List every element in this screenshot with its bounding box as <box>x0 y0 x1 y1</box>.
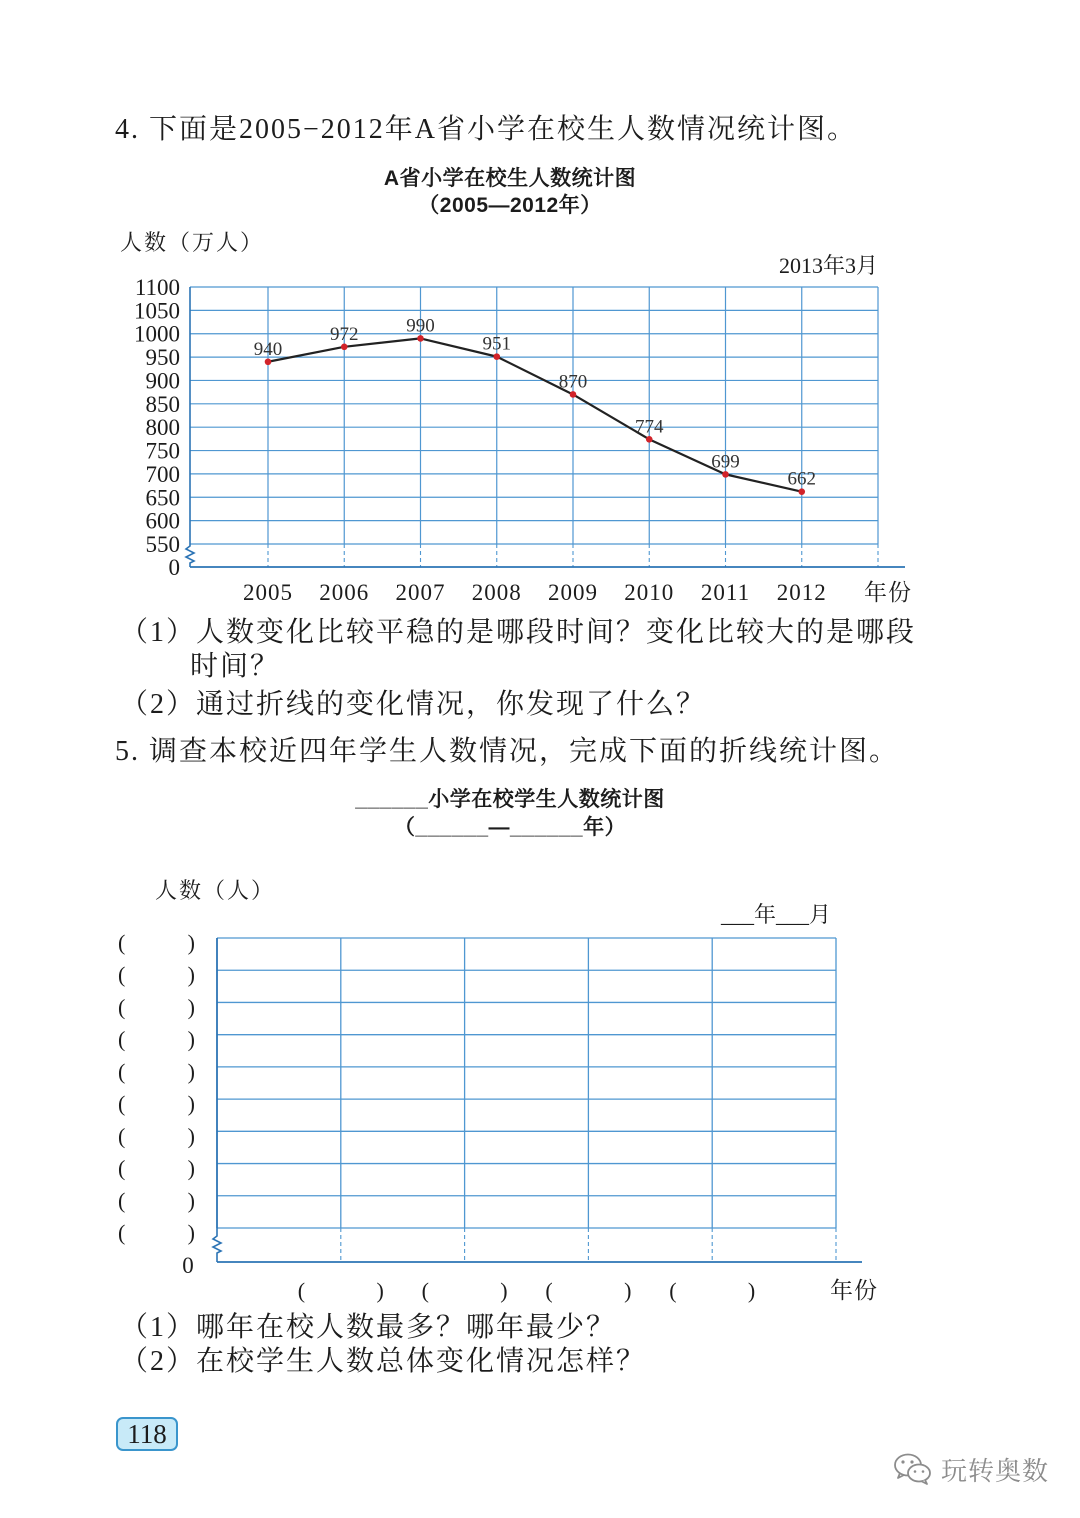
x-tick-blank: ( ) <box>669 1278 756 1303</box>
chart-date-note: 2013年3月 <box>778 253 878 278</box>
data-label: 951 <box>482 333 511 355</box>
x-tick-label: 2007 <box>395 580 446 605</box>
data-label: 972 <box>330 323 359 345</box>
y-tick-label: 900 <box>145 368 180 394</box>
y-axis-label: 人数（万人） <box>120 230 265 255</box>
y-tick-blank: ( ) <box>118 994 195 1020</box>
y-tick-label: 700 <box>145 461 180 487</box>
y-tick-label: 1050 <box>134 298 180 324</box>
y-tick-label: 600 <box>145 508 180 534</box>
chart-marks <box>118 930 862 1303</box>
chart-marks <box>134 275 905 605</box>
chart-title: A省小学在校生人数统计图 <box>383 167 637 190</box>
x-tick-label: 2006 <box>319 580 370 605</box>
line-chart-a-province-students <box>100 160 940 620</box>
y-tick-blank: ( ) <box>118 962 195 988</box>
x-tick-blank: ( ) <box>297 1278 384 1303</box>
x-axis-label: 年份 <box>864 580 912 605</box>
x-tick-label: 2005 <box>243 580 293 605</box>
x-tick-label: 2009 <box>548 580 598 605</box>
y-tick-label: 650 <box>145 485 180 511</box>
y-tick-blank: ( ) <box>118 1220 195 1245</box>
y-axis-label: 人数（人） <box>155 878 276 903</box>
y-tick-blank: ( ) <box>118 1058 195 1084</box>
axis-break <box>213 1228 221 1262</box>
y-tick-label: 850 <box>145 391 180 417</box>
y-tick-blank: ( ) <box>118 1187 195 1213</box>
y-tick-label: 550 <box>145 532 180 557</box>
y-tick-blank: ( ) <box>118 1155 195 1181</box>
exercise-5-heading: 5. 调查本校近四年学生人数情况，完成下面的折线统计图。 <box>115 736 900 767</box>
data-label: 662 <box>787 468 816 490</box>
axis-break <box>186 544 194 567</box>
x-axis-label: 年份 <box>830 1278 878 1303</box>
data-label: 870 <box>558 371 588 393</box>
page-number-badge: 118 <box>116 1417 178 1451</box>
y-tick-label: 950 <box>145 345 180 371</box>
watermark-text: 玩转奥数 <box>941 1456 1050 1487</box>
y-tick-blank: ( ) <box>118 1123 195 1149</box>
exercise-4-question-2: （2）通过折线的变化情况，你发现了什么？ <box>120 689 707 720</box>
chart-subtitle: （2005—2012年） <box>418 194 602 217</box>
data-label: 990 <box>406 315 435 337</box>
data-label: 940 <box>253 338 283 360</box>
y-tick-blank: ( ) <box>118 1091 195 1117</box>
data-label: 774 <box>635 416 664 438</box>
chart-date-note: ___年___月 <box>720 902 831 927</box>
y-tick-label: 750 <box>145 438 180 464</box>
wechat-icon <box>893 1452 933 1486</box>
data-label: 699 <box>711 451 740 473</box>
x-tick-label: 2010 <box>624 580 675 605</box>
exercise-4-question-1: （1）人数变化比较平稳的是哪段时间？变化比较大的是哪段 <box>120 617 917 648</box>
y-tick-label: 800 <box>145 415 180 441</box>
y-zero-label: 0 <box>182 1253 194 1278</box>
x-tick-blank: ( ) <box>545 1278 632 1303</box>
exercise-4-heading: 4. 下面是2005−2012年A省小学在校生人数情况统计图。 <box>115 114 858 145</box>
y-tick-label: 0 <box>168 555 180 580</box>
chart-subtitle: （______—______年） <box>393 816 627 839</box>
y-tick-blank: ( ) <box>118 1026 195 1052</box>
x-tick-label: 2011 <box>700 580 751 605</box>
watermark <box>893 1450 1049 1488</box>
blank-line-chart-school-students <box>100 780 940 1310</box>
x-tick-label: 2008 <box>471 580 522 605</box>
x-tick-blank: ( ) <box>421 1278 508 1303</box>
y-tick-label: 1100 <box>134 275 180 300</box>
y-tick-blank: ( ) <box>118 930 195 955</box>
x-tick-label: 2012 <box>776 580 827 605</box>
exercise-5-question-2: （2）在校学生人数总体变化情况怎样？ <box>120 1346 647 1377</box>
exercise-5-question-1: （1）哪年在校人数最多？哪年最少？ <box>120 1312 617 1343</box>
chart-title: ______小学在校学生人数统计图 <box>355 788 665 811</box>
exercise-4-question-1-continued: 时间？ <box>190 651 281 682</box>
y-tick-label: 1000 <box>134 321 180 347</box>
